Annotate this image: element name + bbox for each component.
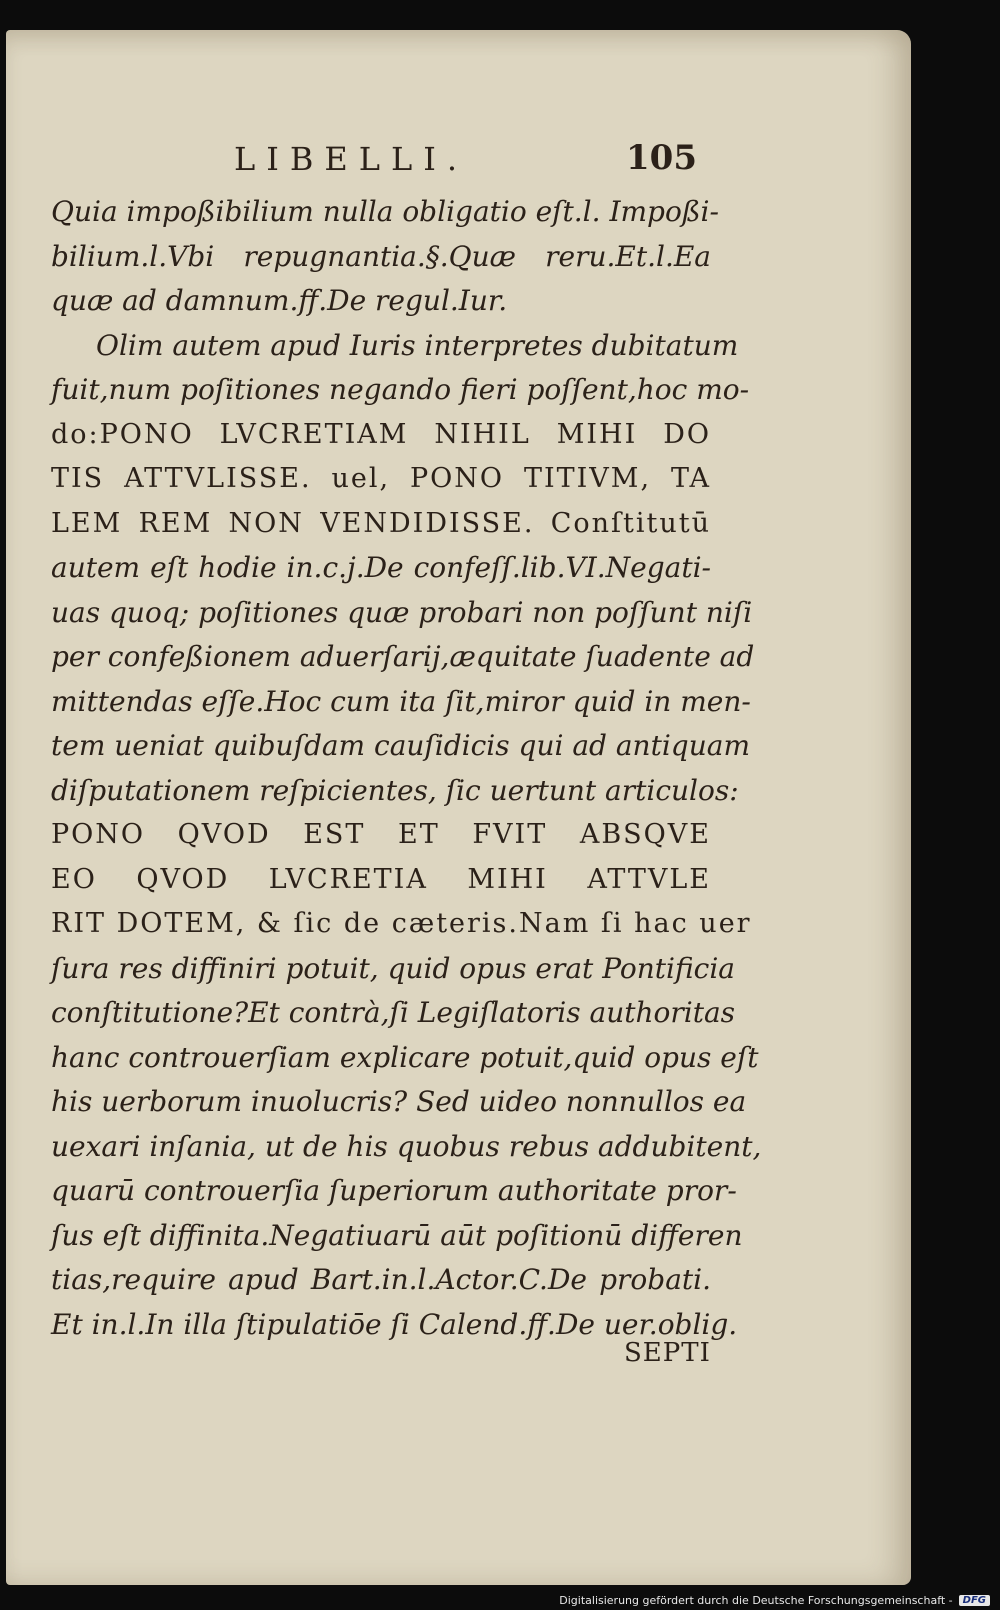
text-line: PONO QVOD EST ET FVIT ABSQVE [51,819,711,850]
text-line: mittendas eſſe.Hoc cum ita ſit,miror quid in men- [51,684,751,718]
text-line: diſputationem reſpicientes, ſic uertunt articulos: [51,773,739,807]
text-line: RIT DOTEM, & ſic de cæteris.Nam ſi hac uer [51,908,752,939]
text-line: Et in.l.In illa ſtipulatiōe ſi Calend.ff.De uer.oblig. [51,1307,738,1341]
page-number: 105 [626,138,697,178]
running-title: LIBELLI. [234,140,469,178]
text-line: tem ueniat quibuſdam cauſidicis qui ad antiquam [51,729,750,762]
text-line: do:PONO LVCRETIAM NIHIL MIHI DO [51,418,711,450]
page-header [6,130,911,190]
text-line: tias,require apud Bart.in.l.Actor.C.De probati. [51,1263,711,1296]
catchword: SEPTI [624,1338,711,1368]
text-line: quarū controuerſia ſuperiorum authoritate pror- [51,1174,737,1207]
text-line: ſura res diffiniri potuit, quid opus erat Pontificia [51,951,736,985]
text-line: hanc controuerſiam explicare potuit,quid opus eſt [51,1040,759,1074]
footer-credit: Digitalisierung gefördert durch die Deutsche Forschungsgemeinschaft - [559,1594,953,1607]
text-line: his uerborum inuolucris? Sed uideo nonnullos ea [51,1085,747,1118]
text-line: Quia impoßibilium nulla obligatio eſt.l. Impoßi- [51,195,719,228]
text-line: EO QVOD LVCRETIA MIHI ATTVLE [51,863,711,895]
digitization-footer [559,1594,990,1607]
dfg-logo-icon: DFG [959,1595,990,1606]
text-line: LEM REM NON VENDIDISSE. Conſtitutū [51,507,711,539]
text-line: bilium.l.Vbi repugnantia.§.Quæ reru.Et.l.Ea [51,239,711,273]
text-line: fuit,num poſitiones negando fieri poſſent,hoc mo- [51,373,750,406]
text-line: conſtitutione?Et contrà,ſi Legiſlatoris authoritas [51,996,736,1029]
body-text [51,190,762,1347]
text-line: quæ ad damnum.ff.De regul.Iur. [51,284,508,317]
text-line: ſus eſt diffinita.Negatiuarū aūt poſitionū differen [51,1218,743,1252]
text-line: Olim autem apud Iuris interpretes dubitatum [96,328,739,362]
text-line: per confeßionem aduerſarij,æquitate ſuadente ad [51,640,755,673]
book-page [6,30,911,1585]
text-line: uexari inſania, ut de his quobus rebus addubitent, [51,1129,762,1163]
text-line: uas quoq; poſitiones quæ probari non poſſunt niſi [51,595,753,629]
text-line: autem eſt hodie in.c.j.De confeſſ.lib.VI.Negati- [51,551,711,584]
text-line: TIS ATTVLISSE. uel, PONO TITIVM, TA [51,463,711,494]
